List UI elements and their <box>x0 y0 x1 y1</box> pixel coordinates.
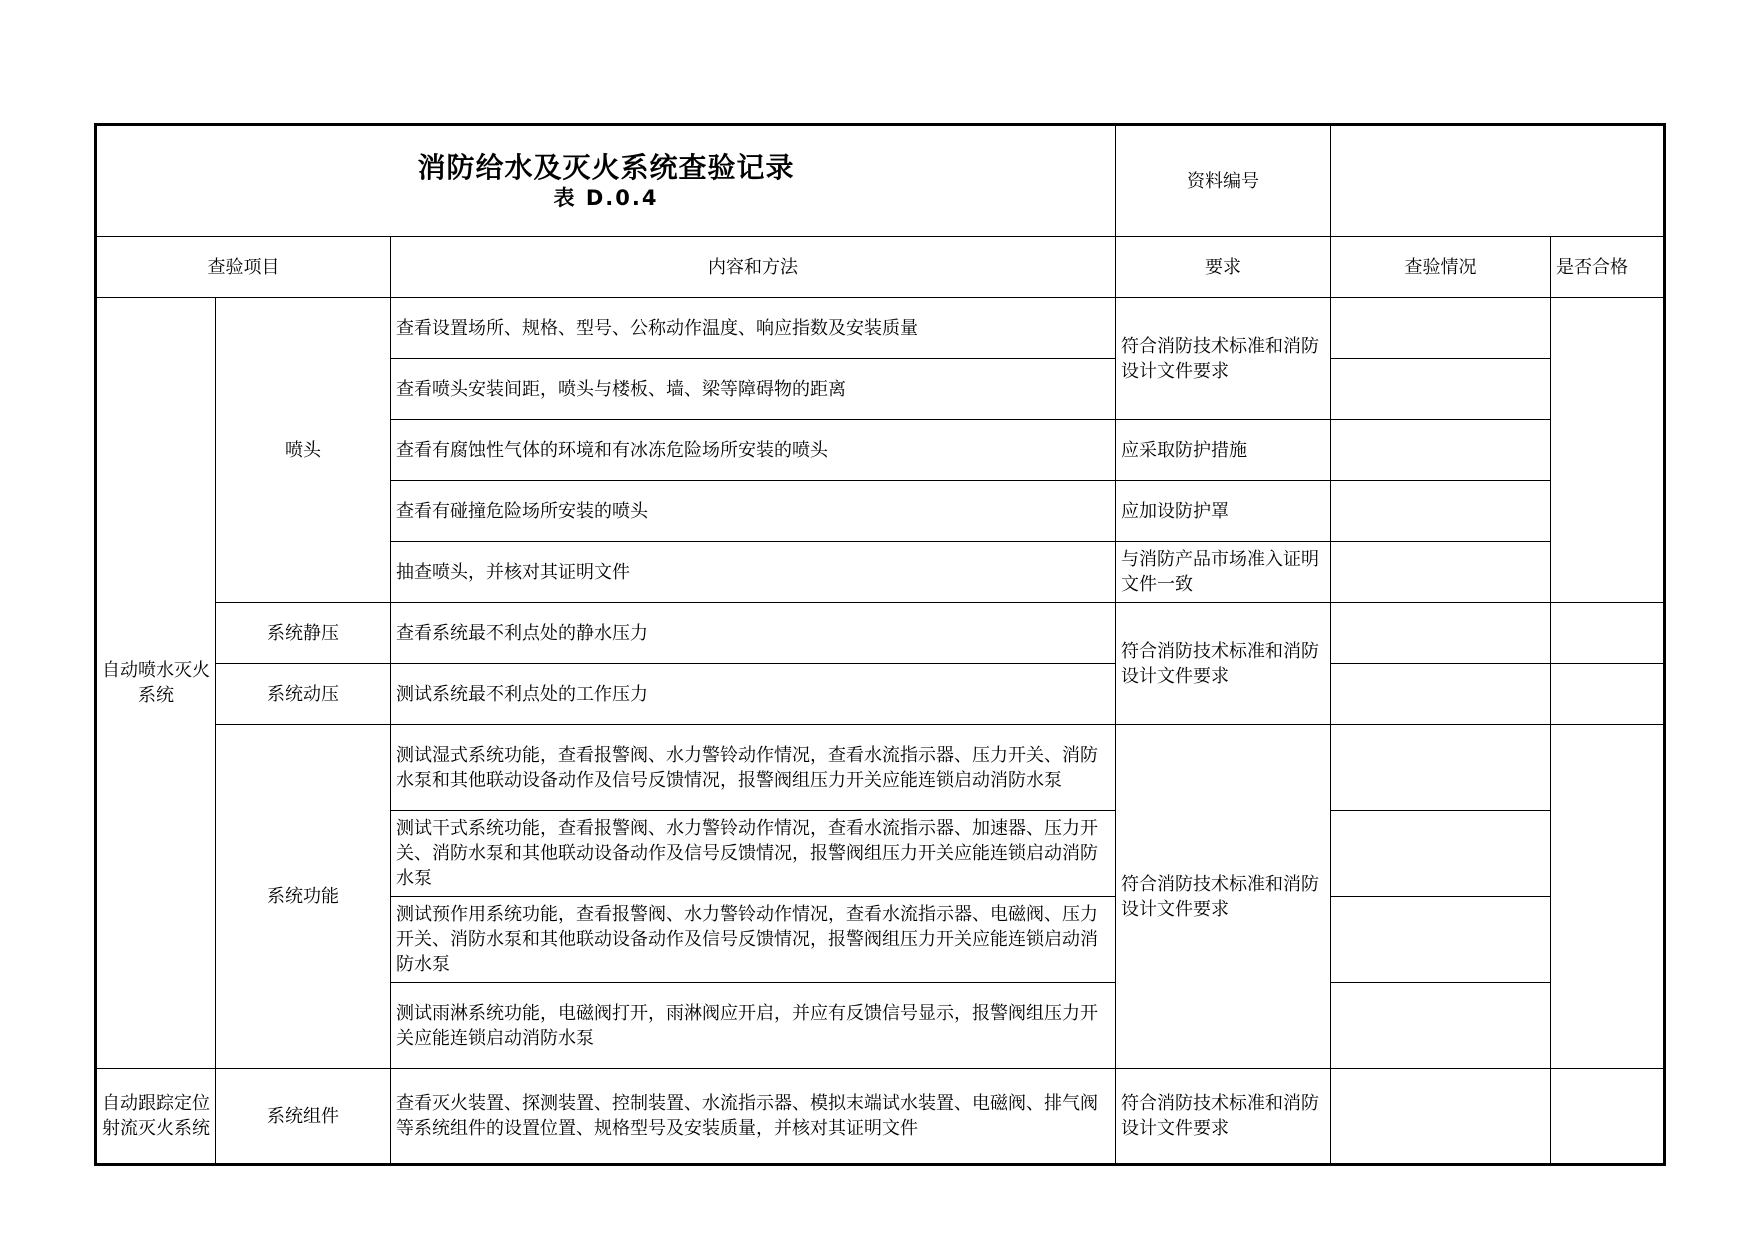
method-cell: 测试湿式系统功能，查看报警阀、水力警铃动作情况，查看水流指示器、压力开关、消防水泵和其他联动设备动作及信号反馈情况，报警阀组压力开关应能连锁启动消防水泵 <box>391 725 1116 811</box>
requirement-cell: 符合消防技术标准和消防设计文件要求 <box>1116 603 1331 725</box>
group-tracking: 自动跟踪定位射流灭火系统 <box>96 1069 216 1165</box>
result-cell[interactable] <box>1331 359 1551 420</box>
result-cell[interactable] <box>1331 983 1551 1069</box>
form-title: 消防给水及灭火系统查验记录 <box>417 151 795 184</box>
method-cell: 测试预作用系统功能，查看报警阀、水力警铃动作情况，查看水流指示器、电磁阀、压力开关、消防水泵和其他联动设备动作及信号反馈情况，报警阀组压力开关应能连锁启动消防水泵 <box>391 897 1116 983</box>
method-cell: 查看有碰撞危险场所安装的喷头 <box>391 481 1116 542</box>
subitem-dynamic-pressure: 系统动压 <box>216 664 391 725</box>
qualified-cell[interactable] <box>1551 298 1665 603</box>
subitem-nozzle: 喷头 <box>216 298 391 603</box>
requirement-cell: 与消防产品市场准入证明文件一致 <box>1116 542 1331 603</box>
result-cell[interactable] <box>1331 298 1551 359</box>
title-cell <box>96 125 1116 237</box>
doc-no-label: 资料编号 <box>1116 125 1331 237</box>
result-cell[interactable] <box>1331 481 1551 542</box>
method-cell: 查看喷头安装间距，喷头与楼板、墙、梁等障碍物的距离 <box>391 359 1116 420</box>
method-cell: 查看有腐蚀性气体的环境和有冰冻危险场所安装的喷头 <box>391 420 1116 481</box>
col-header-result: 查验情况 <box>1331 237 1551 298</box>
requirement-cell: 应采取防护措施 <box>1116 420 1331 481</box>
result-cell[interactable] <box>1331 897 1551 983</box>
method-cell: 测试雨淋系统功能，电磁阀打开，雨淋阀应开启，并应有反馈信号显示，报警阀组压力开关应能连锁启动消防水泵 <box>391 983 1116 1069</box>
inspection-record-table <box>94 123 1666 1166</box>
result-cell[interactable] <box>1331 542 1551 603</box>
doc-no-field[interactable] <box>1331 125 1665 237</box>
group-sprinkler: 自动喷水灭火系统 <box>96 298 216 1069</box>
requirement-cell: 应加设防护罩 <box>1116 481 1331 542</box>
requirement-cell: 符合消防技术标准和消防设计文件要求 <box>1116 725 1331 1069</box>
col-header-item: 查验项目 <box>96 237 391 298</box>
col-header-requirement: 要求 <box>1116 237 1331 298</box>
result-cell[interactable] <box>1331 603 1551 664</box>
result-cell[interactable] <box>1331 1069 1551 1165</box>
subitem-function: 系统功能 <box>216 725 391 1069</box>
method-cell: 查看系统最不利点处的静水压力 <box>391 603 1116 664</box>
result-cell[interactable] <box>1331 811 1551 897</box>
method-cell: 测试系统最不利点处的工作压力 <box>391 664 1116 725</box>
result-cell[interactable] <box>1331 725 1551 811</box>
col-header-method: 内容和方法 <box>391 237 1116 298</box>
subitem-components: 系统组件 <box>216 1069 391 1165</box>
qualified-cell[interactable] <box>1551 1069 1665 1165</box>
subitem-static-pressure: 系统静压 <box>216 603 391 664</box>
requirement-cell: 符合消防技术标准和消防设计文件要求 <box>1116 1069 1331 1165</box>
method-cell: 查看灭火装置、探测装置、控制装置、水流指示器、模拟末端试水装置、电磁阀、排气阀等系统组件的设置位置、规格型号及安装质量，并核对其证明文件 <box>391 1069 1116 1165</box>
method-cell: 测试干式系统功能，查看报警阀、水力警铃动作情况，查看水流指示器、加速器、压力开关、消防水泵和其他联动设备动作及信号反馈情况，报警阀组压力开关应能连锁启动消防水泵 <box>391 811 1116 897</box>
requirement-cell: 符合消防技术标准和消防设计文件要求 <box>1116 298 1331 420</box>
col-header-qualified: 是否合格 <box>1551 237 1665 298</box>
method-cell: 查看设置场所、规格、型号、公称动作温度、响应指数及安装质量 <box>391 298 1116 359</box>
qualified-cell[interactable] <box>1551 725 1665 1069</box>
qualified-cell[interactable] <box>1551 664 1665 725</box>
method-cell: 抽查喷头，并核对其证明文件 <box>391 542 1116 603</box>
result-cell[interactable] <box>1331 664 1551 725</box>
form-subtitle: 表 D.0.4 <box>553 186 659 210</box>
result-cell[interactable] <box>1331 420 1551 481</box>
qualified-cell[interactable] <box>1551 603 1665 664</box>
